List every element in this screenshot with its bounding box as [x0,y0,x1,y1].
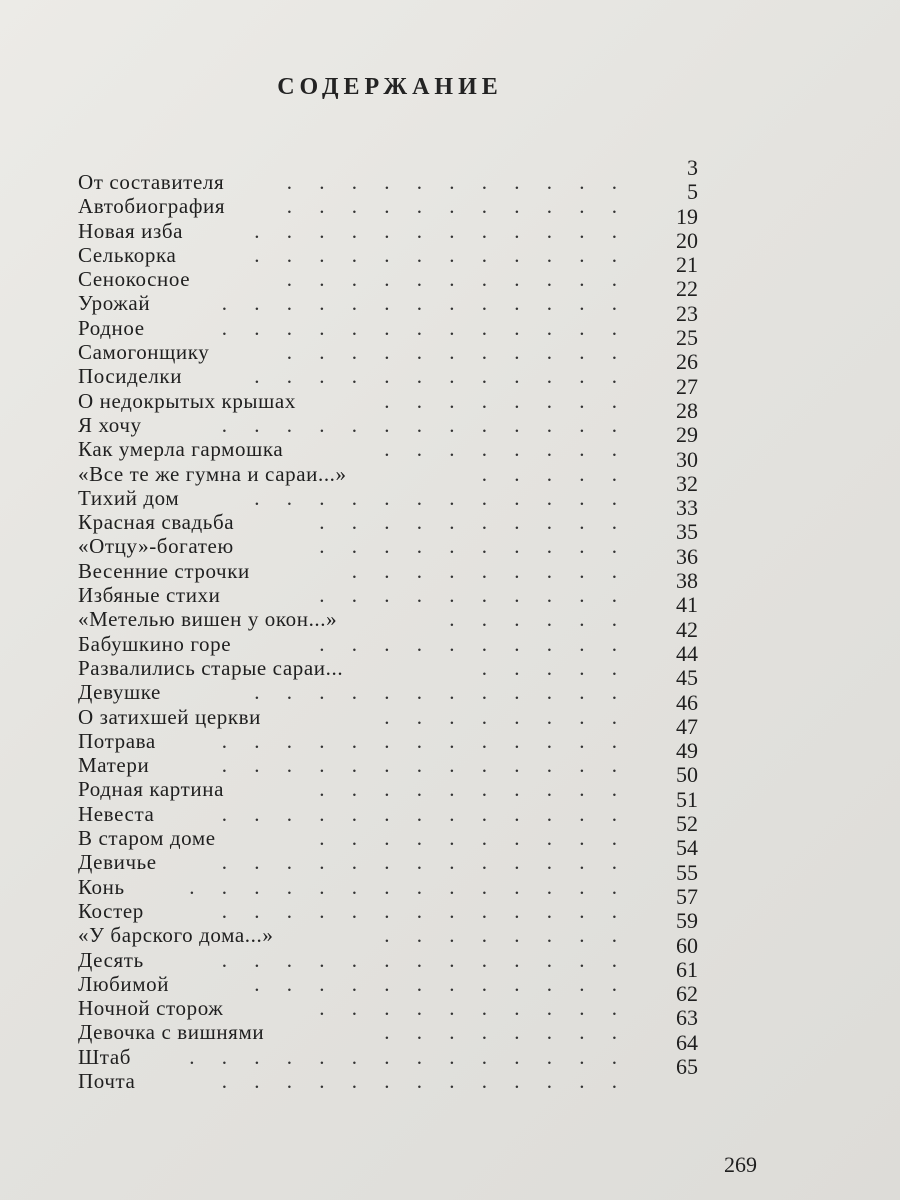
toc-entry-page: 33 [676,495,698,521]
toc-entry-page: 51 [676,786,698,812]
toc-leader-dots: . . . . . . . . . . . . . [221,801,628,826]
toc-leader-dots: . . . . . . . . . . . . . [221,898,628,923]
toc-entry-title: Невеста [78,801,155,826]
toc-entry-page: 21 [676,252,698,278]
toc-entry-title: Родное [78,315,145,340]
toc-entry-title: Красная свадьба [78,510,235,535]
toc-entry [78,155,698,194]
toc-entry-title: Родная картина [78,777,225,802]
toc-leader-dots: . . . . . . . . . . . . . [221,315,628,340]
toc-leader-dots: . . . . . . [449,607,628,632]
toc-entry-page: 59 [676,908,698,934]
toc-entry-title: «У барского дома...» [78,923,274,948]
toc-entry-title: Тихий дом [78,485,180,510]
toc-leader-dots: . . . . . . . . . . . . [254,971,628,996]
toc-entry-page: 46 [676,689,698,715]
page-number: 269 [724,1152,757,1177]
toc-entry-page: 22 [676,276,698,302]
toc-entry-title: Матери [78,753,150,778]
toc-entry-page: 32 [676,470,698,496]
toc-leader-dots: . . . . . . . . . . . . [254,485,628,510]
toc-leader-dots: . . . . . . . . . . . . . [221,1068,628,1093]
toc-entry-title: Посиделки [78,364,183,389]
toc-entry-title: Весенние строчки [78,558,250,583]
toc-entry-title: Почта [78,1068,136,1093]
toc-entry-title: «Все те же гумна и сараи...» [78,461,347,486]
toc-leader-dots: . . . . . . . . . . . . . . [189,1044,628,1069]
toc-entry-title: В старом доме [78,826,216,851]
toc-entry-page: 35 [676,519,698,545]
toc-entry-page: 42 [676,616,698,642]
toc-entry-title: Урожай [78,291,151,316]
toc-entry-page: 45 [676,665,698,691]
toc-entry-page: 3 [687,155,698,180]
toc-entry-title: Потрава [78,728,156,753]
toc-leader-dots: . . . . . . . . . . . . [254,218,628,243]
toc-leader-dots: . . . . . . . . [384,388,628,413]
toc-entry-title: О недокрытых крышах [78,388,296,413]
toc-entry-page: 62 [676,981,698,1007]
toc-entry-page: 27 [676,373,698,399]
toc-leader-dots: . . . . . . . . . . . . . [221,291,628,316]
toc-entry-title: Я хочу [78,412,142,437]
toc-entry-title: Десять [78,947,144,972]
toc-leader-dots: . . . . . . . . . . . [286,340,628,365]
toc-leader-dots: . . . . . . . . . . [319,583,628,608]
toc-entry-title: От составителя [78,170,225,194]
toc-leader-dots: . . . . . . . . . . . . . [221,728,628,753]
toc-leader-dots: . . . . . . . . . . [319,777,628,802]
toc-entry-title: О затихшей церкви [78,704,261,729]
toc-entry-title: «Метелью вишен у окон...» [78,607,338,632]
toc-leader-dots: . . . . . [481,655,628,680]
toc-leader-dots: . . . . . . . . . . . . [254,680,628,705]
toc-entry-title: Селькорка [78,242,177,267]
toc-entry-page: 38 [676,568,698,594]
toc-leader-dots: . . . . . . . . . . . . . [221,947,628,972]
toc-leader-dots: . . . . . . . . . . . . . . [189,874,628,899]
table-of-contents [78,155,698,1093]
toc-leader-dots: . . . . . . . . . . . [286,194,628,219]
toc-entry-title: Девичье [78,850,157,875]
toc-entry-page: 19 [676,203,698,229]
toc-entry-page: 5 [687,179,698,205]
toc-entry-title: Любимой [78,971,170,996]
toc-leader-dots: . . . . . . . . . . [319,631,628,656]
toc-entry-page: 23 [676,300,698,326]
toc-entry-title: Девочка с вишнями [78,1020,265,1045]
toc-entry-title: Сенокосное [78,267,191,292]
toc-entry-page: 55 [676,859,698,885]
toc-entry-page: 50 [676,762,698,788]
toc-entry-page: 20 [676,227,698,253]
toc-entry-page: 36 [676,543,698,569]
page-title: СОДЕРЖАНИЕ [277,74,503,100]
toc-leader-dots: . . . . . . . . . . [319,534,628,559]
toc-leader-dots: . . . . . . . . . . . [286,170,628,194]
toc-entry-title: Штаб [78,1044,132,1069]
toc-entry-title: Конь [78,874,125,899]
toc-entry-page: 60 [676,932,698,958]
toc-entry-title: Самогонщику [78,340,210,365]
toc-entry-title: Ночной сторож [78,996,224,1021]
toc-entry-page: 30 [676,446,698,472]
toc-leader-dots: . . . . . . . . [384,923,628,948]
toc-leader-dots: . . . . . . . . . . [319,996,628,1021]
toc-entry-title: Как умерла гармошка [78,437,284,462]
toc-entry-page: 63 [676,1005,698,1031]
toc-leader-dots: . . . . . . . . . . . . . [221,412,628,437]
toc-entry-title: Бабушкино горе [78,631,232,656]
toc-entry-page: 47 [676,713,698,739]
toc-entry-page: 44 [676,640,698,666]
toc-entry-title: Автобиография [78,194,226,219]
toc-entry-title: Девушке [78,680,161,705]
toc-entry-page: 61 [676,956,698,982]
toc-leader-dots: . . . . . . . . . . . . . [221,753,628,778]
toc-leader-dots: . . . . . . . . [384,437,628,462]
toc-entry-page: 29 [676,422,698,448]
toc-leader-dots: . . . . . . . . . [351,558,628,583]
toc-entry-page: 49 [676,738,698,764]
toc-entry-page: 25 [676,325,698,351]
toc-entry-page: 65 [676,1053,698,1079]
toc-leader-dots: . . . . . . . . . . . . [254,364,628,389]
toc-entry-title: Избяные стихи [78,583,221,608]
toc-leader-dots: . . . . . [481,461,628,486]
toc-entry-page: 41 [676,592,698,618]
toc-leader-dots: . . . . . . . . . . . . [254,242,628,267]
toc-entry-title: «Отцу»-богатею [78,534,234,559]
toc-entry-title: Новая изба [78,218,184,243]
toc-entry-title: Костер [78,898,144,923]
toc-leader-dots: . . . . . . . . [384,704,628,729]
toc-leader-dots: . . . . . . . . . . [319,826,628,851]
toc-entry-page: 57 [676,883,698,909]
toc-leader-dots: . . . . . . . . . . . . . [221,850,628,875]
toc-entry-page: 54 [676,835,698,861]
toc-leader-dots: . . . . . . . . . . [319,510,628,535]
toc-entry-page: 28 [676,397,698,423]
toc-entry-page: 26 [676,349,698,375]
toc-entry-page: 64 [676,1029,698,1055]
toc-entry-title: Развалились старые сараи... [78,655,344,680]
toc-leader-dots: . . . . . . . . . . . [286,267,628,292]
toc-leader-dots: . . . . . . . . [384,1020,628,1045]
toc-entry-page: 52 [676,811,698,837]
